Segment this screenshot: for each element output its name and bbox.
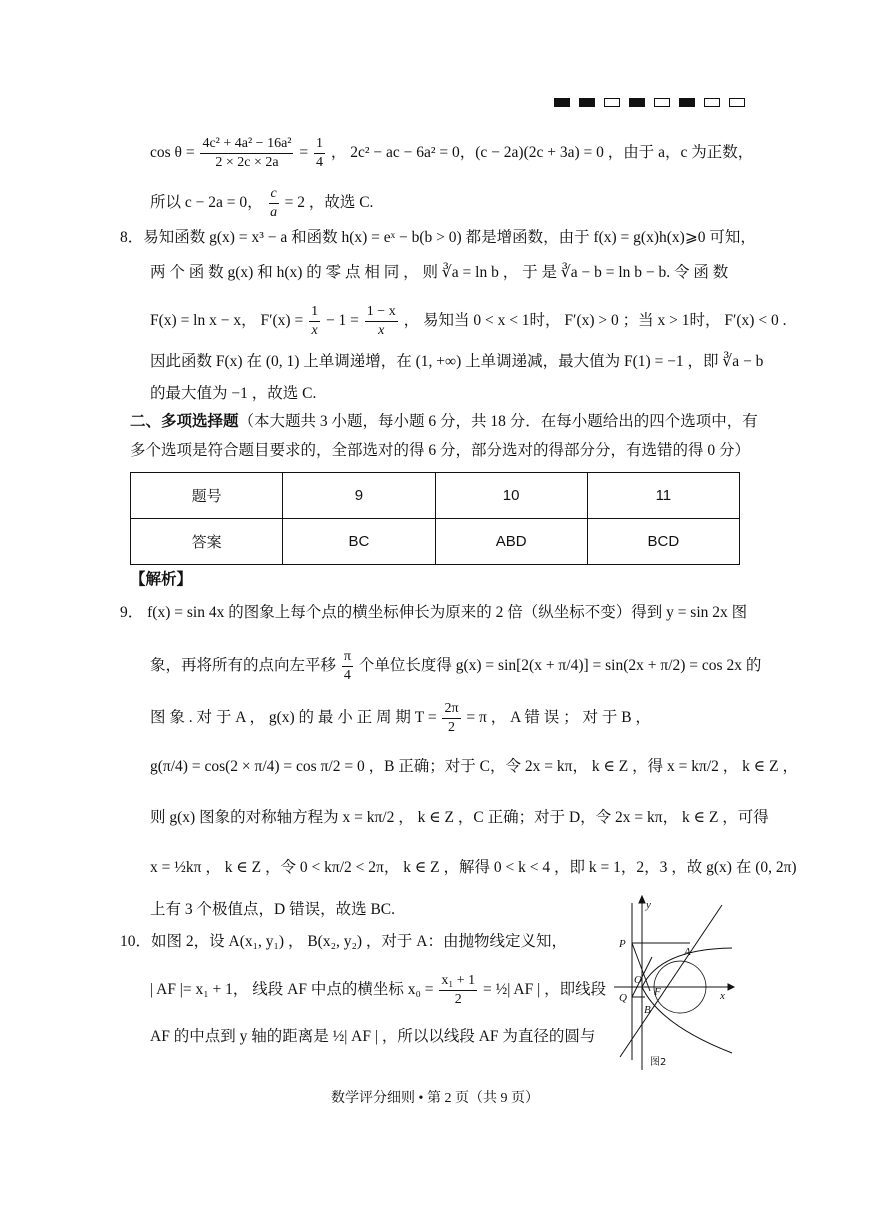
numerator: x₁ + 1 xyxy=(439,972,477,991)
table-row xyxy=(131,473,740,519)
numerator: 1 − x xyxy=(365,303,398,322)
denominator: 4 xyxy=(315,155,323,170)
table-cell: 9 xyxy=(283,473,435,519)
header-boxes xyxy=(554,98,745,107)
text: 所以 c − 2a = 0， xyxy=(150,194,263,212)
text-line xyxy=(130,412,758,432)
text-line: 上有 3 个极值点，D 错误，故选 BC. xyxy=(150,901,395,918)
denominator: 4 xyxy=(343,668,351,683)
text-line: 因此函数 F(x) 在 (0, 1) 上单调递增，在 (1, +∞) 上单调递减，最大值为 F(1) = −1 ，即 ∛a − b xyxy=(150,353,764,370)
header-box xyxy=(579,98,595,107)
parabola xyxy=(642,948,732,1053)
table-cell: 题号 xyxy=(131,473,283,519)
text: = xyxy=(299,144,309,162)
text-line xyxy=(150,700,651,737)
text-line xyxy=(150,135,753,172)
text: ， 易知当 0 < x < 1时， F′(x) > 0 ；当 x > 1时， F′(x) < 0 . xyxy=(403,312,787,330)
text-line: x = ½kπ ， k ∈ Z ，令 0 < kπ/2 < 2π， k ∈ Z ，解得 0 < k < 4 ，即 k = 1，2，3 ，故 g(x) 在 (0, 2π) xyxy=(150,859,797,876)
text-line: 则 g(x) 图象的对称轴方程为 x = kπ/2 ， k ∈ Z ，C 正确；对于 D，令 2x = kπ， k ∈ Z ，可得 xyxy=(150,809,769,826)
table-row xyxy=(131,519,740,565)
answer-table xyxy=(130,472,740,565)
denominator: 2 xyxy=(448,720,455,735)
denominator: x xyxy=(378,323,385,338)
text: cos θ = xyxy=(150,144,195,162)
text: （本大题共 3 小题，每小题 6 分，共 18 分．在每小题给出的四个选项中，有 xyxy=(238,413,758,430)
numerator: 1 xyxy=(314,135,325,154)
numerator: 4c² + 4a² − 16a² xyxy=(200,135,293,154)
text-line xyxy=(150,972,606,1009)
text: = 2 ，故选 C. xyxy=(284,194,374,212)
table-cell: ABD xyxy=(435,519,587,565)
text-line: g(π/4) = cos(2 × π/4) = cos π/2 = 0 ，B 正确；对于 C，令 2x = kπ， k ∈ Z ，得 x = kπ/2 ， k ∈ Z ， xyxy=(150,758,798,775)
figure-2 xyxy=(612,895,737,1075)
text: F(x) = ln x − x， F′(x) = xyxy=(150,312,304,330)
denominator: 2 × 2c × 2a xyxy=(215,155,279,170)
text-line: 10．如图 2，设 A(x₁, y₁) ， B(x₂, y₂) ，对于 A：由抛物线定义知， xyxy=(120,933,567,950)
text: 象，再将所有的点向左平移 xyxy=(150,657,337,675)
denominator: a xyxy=(270,205,278,220)
header-box xyxy=(704,98,720,107)
text-line xyxy=(150,648,761,685)
text: 个单位长度得 g(x) = sin[2(x + π/4)] = sin(2x + π/2) = cos 2x 的 xyxy=(358,657,762,675)
text-line: 的最大值为 −1 ，故选 C. xyxy=(150,385,317,402)
text-line: 多个选项是符合题目要求的，全部选对的得 6 分，部分选对的得部分分，有选错的得 0 分） xyxy=(130,442,751,459)
text-line: 9． f(x) = sin 4x 的图象上每个点的横坐标伸长为原来的 2 倍（纵坐标不变）得到 y = sin 2x 图 xyxy=(120,604,748,621)
x-arrow xyxy=(728,984,734,990)
header-box xyxy=(629,98,645,107)
y-arrow xyxy=(639,896,645,903)
text: − 1 = xyxy=(325,312,359,330)
denominator: x xyxy=(311,323,318,338)
text-line xyxy=(150,303,786,340)
table-cell: 11 xyxy=(587,473,739,519)
numerator: 2π xyxy=(442,700,460,719)
header-box xyxy=(654,98,670,107)
fraction xyxy=(442,700,460,737)
text-line: AF 的中点到 y 轴的距离是 ½| AF | ，所以以线段 AF 为直径的圆与 xyxy=(150,1028,596,1045)
fraction xyxy=(200,135,293,172)
header-box xyxy=(604,98,620,107)
table-cell: 答案 xyxy=(131,519,283,565)
text-line xyxy=(150,185,373,222)
text: ， 2c² − ac − 6a² = 0，(c − 2a)(2c + 3a) = 0 ，由于 a，c 为正数， xyxy=(330,144,754,162)
table-cell: 10 xyxy=(435,473,587,519)
text-line: 两 个 函 数 g(x) 和 h(x) 的 零 点 相 同 ， 则 ∛a = ln b ， 于 是 ∛a − b = ln b − b. 令 函 数 xyxy=(150,264,729,281)
figure-caption: 图2 xyxy=(650,1057,667,1068)
numerator: π xyxy=(342,648,353,667)
fraction xyxy=(342,648,353,685)
label-q: Q xyxy=(619,992,627,1004)
page-footer: 数学评分细则 • 第 2 页（共 9 页） xyxy=(331,1091,539,1106)
analysis-heading: 【解析】 xyxy=(130,571,193,588)
fraction xyxy=(314,135,325,172)
header-box xyxy=(554,98,570,107)
text: = ½| AF | ，即线段 xyxy=(483,981,607,999)
table-cell: BCD xyxy=(587,519,739,565)
fraction xyxy=(269,185,279,222)
fraction xyxy=(309,303,320,340)
table-cell: BC xyxy=(283,519,435,565)
numerator: 1 xyxy=(309,303,320,322)
label-o: O xyxy=(634,974,642,986)
text: | AF |= x₁ + 1， 线段 AF 中点的横坐标 x₀ = xyxy=(150,981,434,999)
denominator: 2 xyxy=(454,992,462,1007)
label-p: P xyxy=(619,938,626,950)
label-a: A xyxy=(684,946,691,958)
numerator: c xyxy=(269,185,279,204)
header-box xyxy=(729,98,745,107)
text-line: 8．易知函数 g(x) = x³ − a 和函数 h(x) = eˣ − b(b > 0) 都是增函数，由于 f(x) = g(x)h(x)⩾0 可知， xyxy=(120,229,756,246)
fraction xyxy=(365,303,398,340)
label-x: x xyxy=(720,990,725,1002)
fraction xyxy=(439,972,477,1009)
label-y: y xyxy=(646,899,651,911)
text: 图 象 . 对 于 A ， g(x) 的 最 小 正 周 期 T = xyxy=(150,709,437,727)
section-heading: 二、多项选择题 xyxy=(130,413,239,430)
label-f: F xyxy=(654,986,661,998)
header-box xyxy=(679,98,695,107)
label-b: B xyxy=(644,1004,651,1016)
text: = π ， A 错 误 ； 对 于 B ， xyxy=(466,709,651,727)
